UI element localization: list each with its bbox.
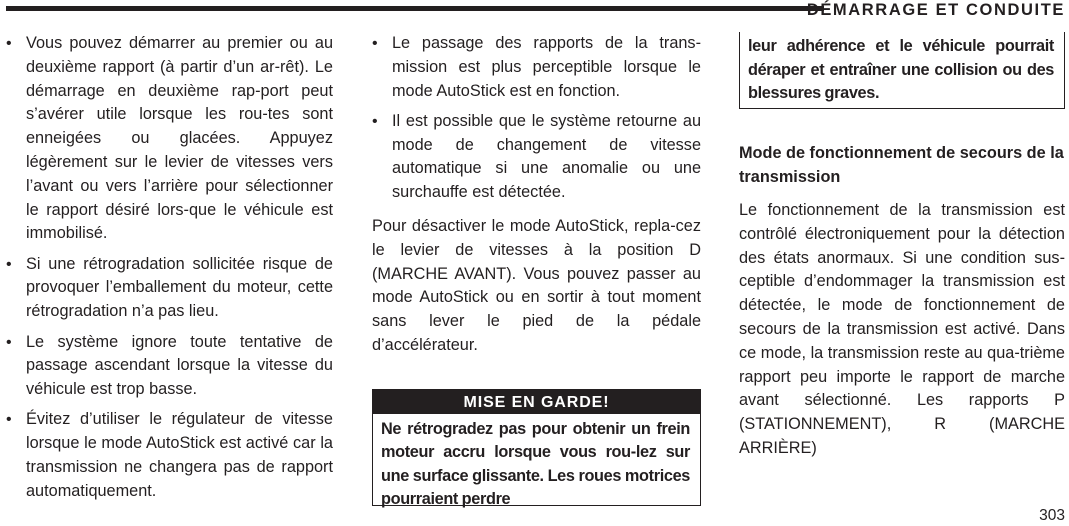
bullet-text: Évitez d’utiliser le régulateur de vitesse lorsque le mode AutoStick est activé car la transmission ne changera pas de rapport automatiquement. bbox=[26, 410, 333, 500]
bullet-text: Si une rétrogradation sollicitée risque de provoquer l’emballement du moteur, cette rétrogradation n’a pas lieu. bbox=[26, 254, 333, 321]
page-number: 303 bbox=[1039, 507, 1065, 524]
warning-box-continued bbox=[739, 32, 1065, 109]
warning-text-continued: leur adhérence et le véhicule pourrait déraper et entraîner une collision ou des blessures graves. bbox=[748, 37, 1054, 102]
section-heading: Mode de fonctionnement de secours de la transmission bbox=[739, 144, 1064, 186]
bullet-icon: • bbox=[372, 112, 378, 130]
list-item bbox=[6, 32, 333, 246]
column-2 bbox=[372, 32, 701, 509]
bullet-text: Le système ignore toute tentative de passage ascendant lorsque la vitesse du véhicule est trop basse. bbox=[26, 332, 333, 399]
warning-box bbox=[372, 389, 701, 509]
list-item bbox=[372, 110, 701, 205]
header-rule bbox=[6, 6, 824, 11]
bullet-text: Il est possible que le système retourne au mode de changement de vitesse automatique si une anomalie ou une surchauffe est détectée. bbox=[392, 111, 701, 202]
bullet-icon: • bbox=[6, 35, 12, 52]
warning-text: Ne rétrogradez pas pour obtenir un frein moteur accru lorsque vous rou-lez sur une surface glissante. Les roues motrices pourraient perdre bbox=[381, 419, 690, 509]
list-item bbox=[6, 331, 333, 402]
column-3 bbox=[739, 38, 1065, 461]
limp-mode-paragraph: Le fonctionnement de la transmission est contrôlé électroniquement pour la détection des états anormaux. Si une condition sus-ceptible d’endommager la transmission est détectée, le mode de fonctionnement de secours de la transmission est activé. Dans ce mode, la transmission reste au qua-trième rapport peu importe le rapport de marche avant sélectionné. Les rapports P (STATIONNEMENT), R (MARCHE ARRIÈRE) bbox=[739, 201, 1065, 457]
autostick-paragraph: Pour désactiver le mode AutoStick, repla-cez le levier de vitesses à la position D (MARCHE AVANT). Vous pouvez passer au mode AutoStick ou en sortir à tout moment sans lever le pied de la pédale d’accélérateur. bbox=[372, 217, 701, 355]
bullet-icon: • bbox=[372, 35, 378, 52]
list-item bbox=[6, 253, 333, 324]
bullet-icon: • bbox=[6, 411, 12, 429]
running-header: DÉMARRAGE ET CONDUITE bbox=[806, 1, 1065, 19]
column-1 bbox=[6, 32, 333, 510]
bullet-text: Vous pouvez démarrer au premier ou au deuxième rapport (à partir d’un ar-rêt). Le démarrage en deuxième rap-port peut s’avérer utile lorsque les rou-tes sont enneigées ou glacées. Appuyez légèrement sur le levier de vitesses vers l’avant ou vers l’arrière pour sélectionner le rapport désiré lors-que le véhicule est immobilisé. bbox=[26, 34, 333, 243]
list-item bbox=[6, 408, 333, 503]
bullet-text: Le passage des rapports de la trans-mission est plus perceptible lorsque le mode AutoStick est en fonction. bbox=[392, 34, 701, 100]
bullet-icon: • bbox=[6, 255, 12, 273]
bullet-icon: • bbox=[6, 333, 12, 351]
list-item bbox=[372, 32, 701, 103]
warning-heading: MISE EN GARDE! bbox=[373, 390, 700, 414]
